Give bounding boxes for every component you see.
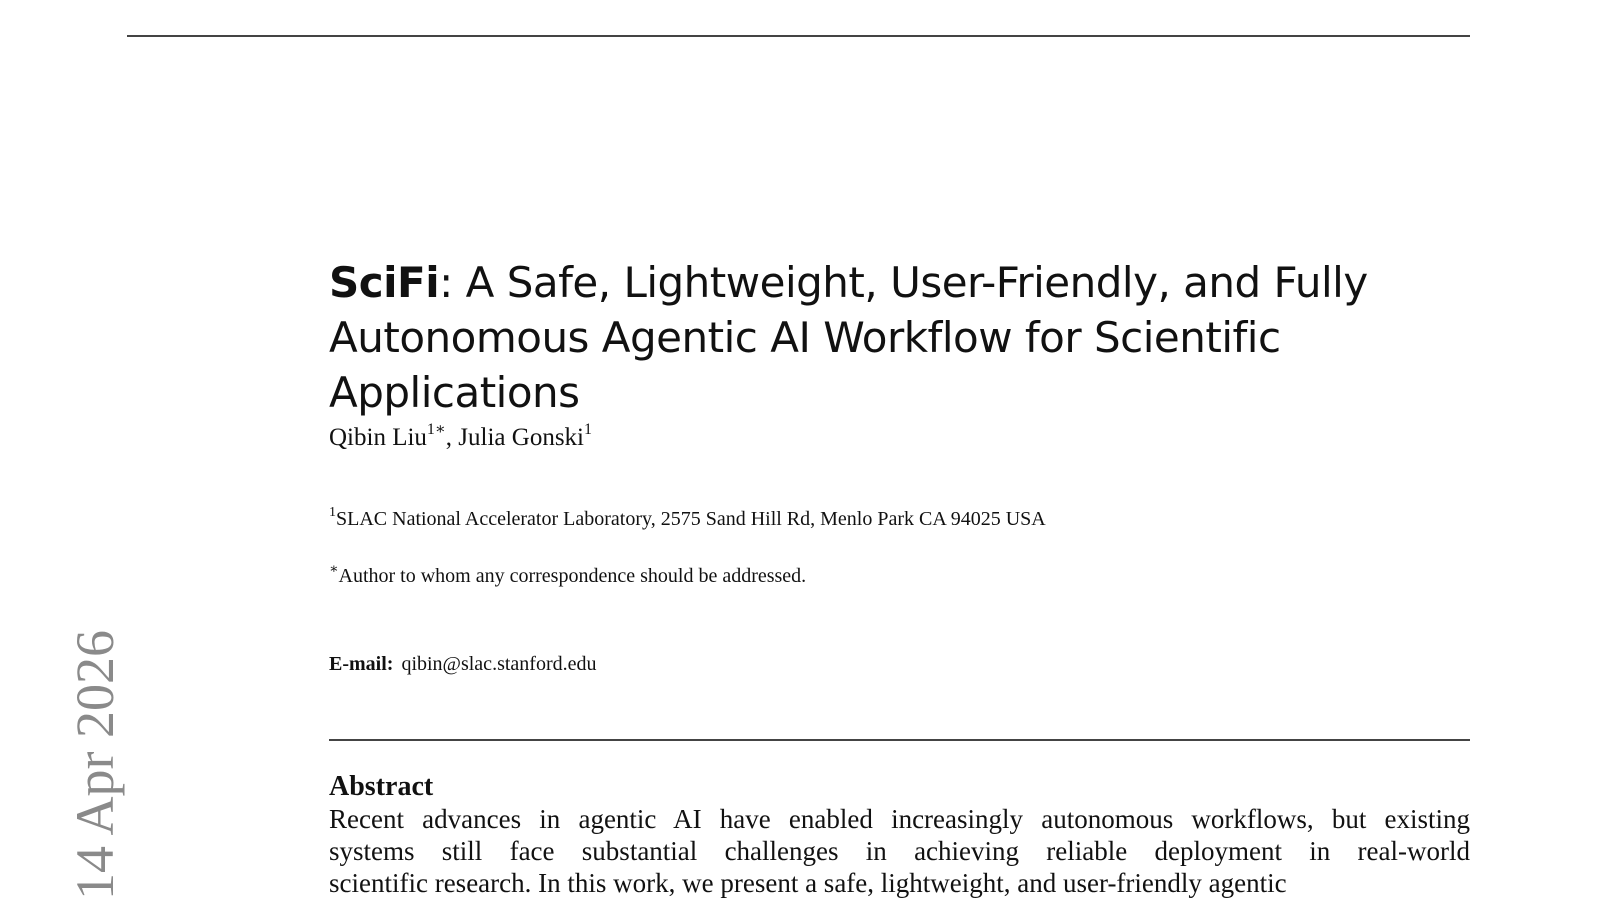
author-affiliation-mark: 1∗	[426, 420, 446, 438]
header-rule	[127, 35, 1470, 37]
abstract-line: Recent advances in agentic AI have enabled increasingly autonomous workflows, but existing	[329, 804, 1470, 834]
abstract-line: systems still face substantial challenges in achieving reliable deployment in real-world	[329, 836, 1470, 866]
correspondence-mark: ∗	[329, 562, 339, 578]
affiliation-text: SLAC National Accelerator Laboratory, 2575 Sand Hill Rd, Menlo Park CA 94025 USA	[336, 508, 1046, 530]
abstract-heading: Abstract	[329, 771, 434, 802]
email-address[interactable]: qibin@slac.stanford.edu	[401, 653, 597, 675]
arxiv-date-stamp: 14 Apr 2026	[65, 630, 125, 900]
author-name: Qibin Liu	[329, 424, 427, 451]
abstract-text	[329, 803, 1470, 899]
paper-title	[329, 255, 1470, 420]
title-line1-rest: : A Safe, Lightweight, User-Friendly, and Fully	[439, 258, 1368, 307]
author-separator: ,	[445, 424, 459, 451]
author-affiliation-mark: 1	[584, 420, 592, 438]
section-divider	[329, 739, 1470, 741]
email-line	[329, 651, 596, 677]
correspondence-text: Author to whom any correspondence should be addressed.	[338, 565, 807, 587]
affiliation	[329, 506, 1046, 532]
title-project-name: SciFi	[329, 258, 440, 307]
email-label: E-mail:	[329, 653, 394, 675]
title-line2: Autonomous Agentic AI Workflow for Scientific Applications	[329, 313, 1281, 417]
affiliation-mark: 1	[329, 505, 336, 521]
author-name: Julia Gonski	[458, 424, 584, 451]
author-list	[329, 422, 592, 454]
abstract-line: scientific research. In this work, we present a safe, lightweight, and user-friendly agentic	[329, 868, 1287, 898]
correspondence-note	[329, 563, 806, 589]
